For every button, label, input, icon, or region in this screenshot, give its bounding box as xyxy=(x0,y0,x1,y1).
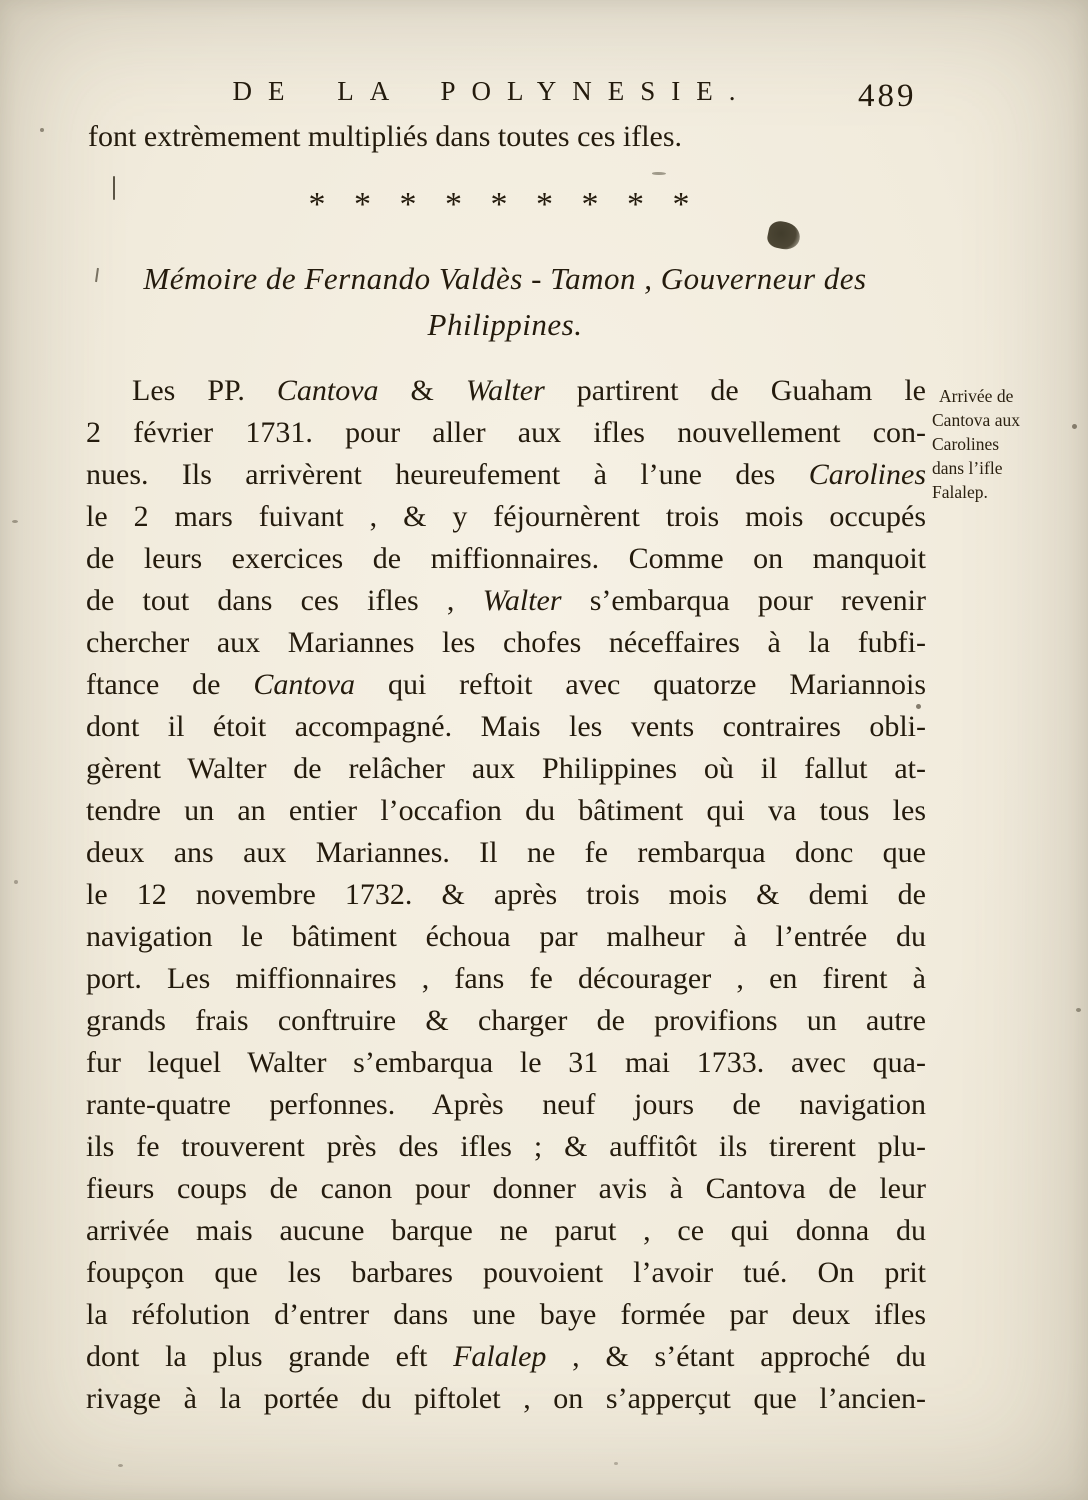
body-text xyxy=(86,370,926,1420)
margin-note-line: Carolines xyxy=(932,434,1000,454)
body-text-segment: grands frais conftruire & charger de provifions un autre xyxy=(86,1004,926,1037)
body-text-segment: tendre un an entier l’occafion du bâtiment qui va tous les xyxy=(86,794,926,827)
body-text-segment: gèrent Walter de relâcher aux Philippines où il fallut at- xyxy=(86,752,926,785)
italic-proper-noun: Cantova xyxy=(253,668,356,701)
body-text-segment: navigation le bâtiment échoua par malheur à l’entrée du xyxy=(86,920,926,953)
italic-proper-noun: Cantova xyxy=(276,374,379,407)
body-text-segment: fur lequel Walter s’embarqua le 31 mai 1733. avec qua- xyxy=(86,1046,926,1079)
body-text-segment: dont la plus grande eft xyxy=(86,1340,454,1373)
paper-speck xyxy=(1076,1008,1081,1012)
paper-speck xyxy=(118,1464,123,1467)
margin-note xyxy=(932,384,1060,504)
paper-speck xyxy=(916,704,921,709)
body-line xyxy=(86,1336,926,1378)
body-text-segment: de leurs exercices de miffionnaires. Comme on manquoit xyxy=(86,542,926,575)
margin-note-line: Falalep. xyxy=(932,482,988,502)
body-line xyxy=(86,454,926,496)
carryover-line: font extrèmement multipliés dans toutes ces ifles. xyxy=(88,120,683,153)
body-line xyxy=(86,790,926,832)
body-text-segment: qui reftoit avec quatorze Mariannois xyxy=(355,668,926,701)
body-text-segment: partirent de Guaham le xyxy=(544,374,926,407)
body-text-segment: foupçon que les barbares pouvoient l’avoir tué. On prit xyxy=(86,1256,926,1289)
body-line xyxy=(86,1378,926,1420)
paper-speck xyxy=(14,880,18,884)
body-line xyxy=(86,1042,926,1084)
body-text-segment: nues. Ils arrivèrent heureufement à l’une des xyxy=(86,458,809,491)
body-line xyxy=(86,1000,926,1042)
body-text-segment: chercher aux Mariannes les chofes néceffaires à la fubfi- xyxy=(86,626,926,659)
body-line xyxy=(86,748,926,790)
body-line xyxy=(86,916,926,958)
body-text-segment: le 12 novembre 1732. & après trois mois & demi de xyxy=(86,878,926,911)
paper-speck xyxy=(12,520,18,523)
italic-proper-noun: Walter xyxy=(482,584,562,617)
page-number: 489 xyxy=(858,78,917,114)
paper-speck xyxy=(1072,424,1077,429)
body-text-segment: 2 février 1731. pour aller aux ifles nouvellement con- xyxy=(86,416,926,449)
body-text-segment: ils fe trouverent près des ifles ; & auffitôt ils tirerent plu- xyxy=(86,1130,926,1163)
body-text-segment: dont il étoit accompagné. Mais les vents contraires obli- xyxy=(86,710,926,743)
body-text-segment: s’embarqua pour revenir xyxy=(561,584,926,617)
body-line xyxy=(86,958,926,1000)
body-line xyxy=(86,664,926,706)
paper-speck xyxy=(614,1462,618,1465)
body-text-segment: fieurs coups de canon pour donner avis à Cantova de leur xyxy=(86,1172,926,1205)
italic-proper-noun: Falalep xyxy=(453,1340,547,1373)
body-line xyxy=(86,706,926,748)
body-line xyxy=(86,622,926,664)
margin-note-line: dans l’ifle xyxy=(932,458,1003,478)
body-text-segment: ftance de xyxy=(86,668,254,701)
body-line xyxy=(86,496,926,538)
running-title: DE LA POLYNESIE. xyxy=(232,76,752,106)
body-text-segment: arrivée mais aucune barque ne parut , ce qui donna du xyxy=(86,1214,926,1247)
body-text-segment: rivage à la portée du piftolet , on s’apperçut que l’ancien- xyxy=(86,1382,926,1415)
body-line xyxy=(86,538,926,580)
margin-note-line: Arrivée de xyxy=(939,386,1014,406)
body-line xyxy=(86,412,926,454)
body-text-segment: Les PP. xyxy=(132,374,277,407)
body-line xyxy=(86,1210,926,1252)
body-line xyxy=(86,1126,926,1168)
asterisk-separator: * * * * * * * * * xyxy=(308,186,692,223)
body-line xyxy=(86,874,926,916)
body-text-segment: le 2 mars fuivant , & y féjournèrent trois mois occupés xyxy=(86,500,926,533)
body-line xyxy=(86,1168,926,1210)
margin-note-line: Cantova aux xyxy=(932,410,1020,430)
section-title xyxy=(0,256,1010,348)
paper-speck xyxy=(652,172,666,175)
section-title-line-1: Mémoire de Fernando Valdès - Tamon , Gouverneur des xyxy=(143,261,867,296)
body-line xyxy=(86,580,926,622)
body-line xyxy=(86,1084,926,1126)
body-text-segment: port. Les miffionnaires , fans fe décourager , en firent à xyxy=(86,962,926,995)
body-text-segment: rante-quatre perfonnes. Après neuf jours de navigation xyxy=(86,1088,926,1121)
body-text-segment: , & s’étant approché du xyxy=(546,1340,926,1373)
body-line xyxy=(86,370,926,412)
body-line xyxy=(86,1294,926,1336)
body-line xyxy=(86,832,926,874)
body-text-segment: de tout dans ces ifles , xyxy=(86,584,483,617)
body-text-segment: deux ans aux Mariannes. Il ne fe rembarqua donc que xyxy=(86,836,926,869)
paper-speck xyxy=(40,128,44,132)
body-line xyxy=(86,1252,926,1294)
italic-proper-noun: Walter xyxy=(465,374,545,407)
body-text-segment: la réfolution d’entrer dans une baye formée par deux ifles xyxy=(86,1298,926,1331)
italic-proper-noun: Carolines xyxy=(808,458,926,491)
section-title-line-2: Philippines. xyxy=(427,307,583,342)
body-text-segment: & xyxy=(378,374,466,407)
